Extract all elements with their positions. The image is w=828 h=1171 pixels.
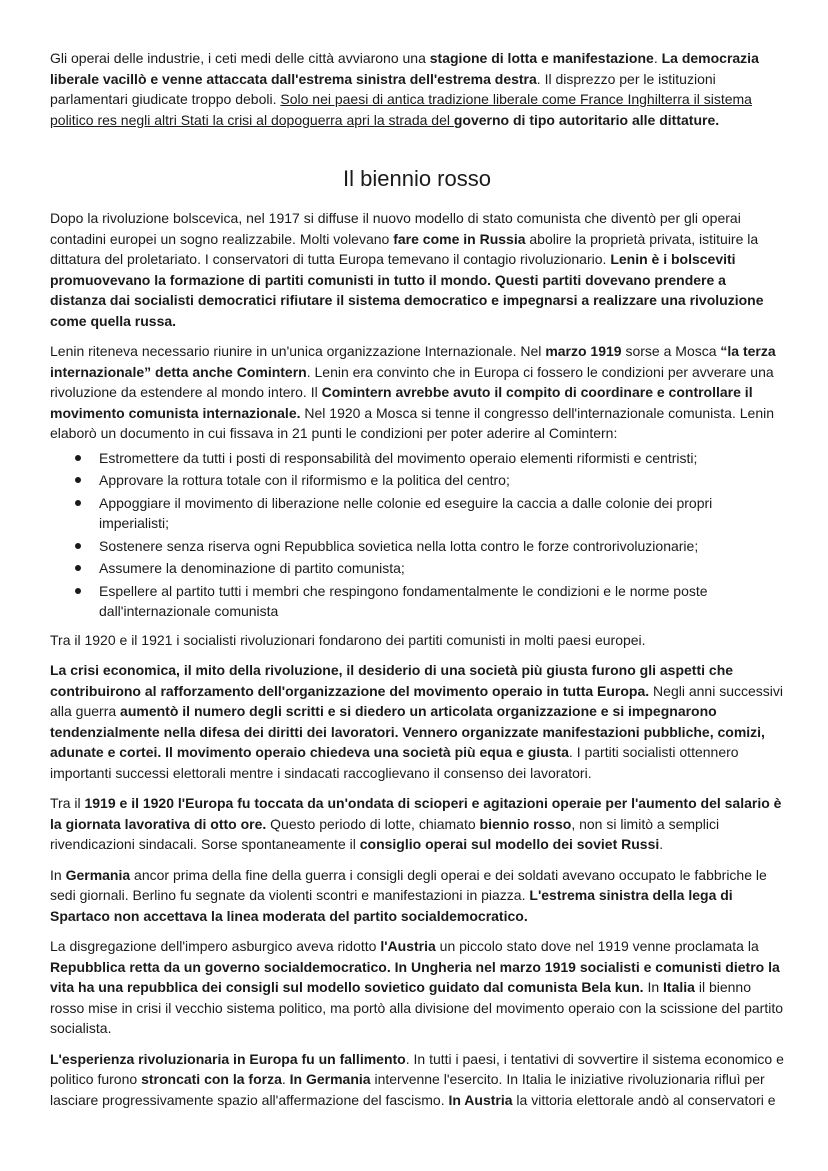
bold-run: In Ungheria nel marzo 1919 socialisti e comunisti dietro la vita ha una repubblica dei consigli sul modello sovietico guidato dal comunista Bela kun. [50, 958, 780, 995]
bold-run: Germania [65, 866, 131, 883]
bold-run: consiglio operai sul modello dei soviet Russi [359, 836, 660, 852]
text-run: La disgregazione dell'impero asburgico aveva ridotto [50, 938, 381, 954]
bold-run: Repubblica retta da un governo socialdemocratico. [50, 958, 391, 975]
bold-run: fare come in Russia [393, 230, 526, 247]
bold-run: La crisi economica, il mito della rivoluzione, il desiderio di una società più giusta furono gli aspetti che contribuirono al rafforzamento dell'organizzazione del movimento operaio in tutta Europa. [50, 662, 734, 699]
bullet-icon [75, 477, 81, 483]
paragraph-1 [50, 208, 784, 331]
text-run: Dopo la rivoluzione bolscevica, nel 1917 si diffuse il nuovo modello di stato comunista che diventò per gli operai contadini europei un sogno realizzabile. Molti volevano [50, 210, 741, 247]
bold-run: aumentò il numero degli scritti e si diedero un articolata organizzazione e si impegnarono tendenzialmente nella difesa dei diritti dei lavoratori. Vennero organizzate manifestazioni pubbliche, comizi, adunate e cortei. Il movimento operaio chiedeva una società più equa e giusta [50, 703, 765, 760]
bold-run: marzo 1919 [545, 343, 622, 359]
comintern-conditions-list [50, 448, 784, 622]
bullet-icon [75, 455, 81, 461]
list-item [50, 448, 784, 469]
paragraph-5 [50, 793, 784, 855]
paragraph-8 [50, 1049, 784, 1111]
bold-run: Lenin è i bolsceviti promuovevano la formazione di partiti comunisti in tutto il mondo. Questi partiti dovevano prendere a distanza dai socialisti democratici rifiutare il sistema democratico e impegnarsi a realizzare una rivoluzione come quella russa. [50, 251, 764, 329]
document-page [50, 48, 784, 1110]
text-run: In [50, 866, 66, 883]
bold-run: “la terza internazionale” detta anche Comintern [50, 343, 776, 380]
text-run: . Il disprezzo per le istituzioni parlamentari giudicate troppo deboli. [50, 70, 716, 107]
bold-run: l'Austria [380, 938, 436, 954]
bold-run: stagione di lotta e manifestazione [429, 50, 654, 66]
bullet-icon [75, 565, 81, 571]
text-run: Questo periodo di lotte, chiamato [266, 815, 480, 832]
bullet-icon [75, 543, 81, 549]
list-item-text: Sostenere senza riserva ogni Repubblica sovietica nella lotta contro le forze controrivoluzionarie; [99, 537, 699, 554]
text-run: intervenne l'esercito. In Italia le iniziative rivoluzionaria rifluì per lasciare progressivamente spazio all'affermazione del fascismo. [50, 1071, 765, 1108]
text-run: Tra il [50, 795, 85, 811]
text-run: . [281, 1071, 290, 1087]
underlined-run: Solo nei paesi di antica tradizione liberale come France Inghilterra il sistema politico res negli altri Stati la crisi al dopoguerra apri la strada del [50, 91, 752, 128]
text-run: . [653, 50, 662, 66]
bold-run: Comintern avrebbe avuto il compito di coordinare e controllare il movimento comunista internazionale. [50, 384, 753, 421]
list-item-text: Estromettere da tutti i posti di responsabilità del movimento operaio elementi riformisti e centristi; [99, 449, 698, 466]
list-item-text: Approvare la rottura totale con il riformismo e la politica del centro; [99, 472, 510, 488]
list-item-text: Espellere al partito tutti i membri che respingono fondamentalmente le condizioni e le norme poste dall'internazionale comunista [99, 582, 708, 619]
list-item [50, 558, 784, 579]
list-item [50, 581, 784, 622]
text-run: la vittoria elettorale andò al conservatori e [512, 1091, 776, 1108]
text-run: abolire la proprietà privata, istituire la dittatura del proletariato. I conservatori di tutta Europa temevano il contagio rivoluzionario. [50, 230, 759, 267]
text-run: Gli operai delle industrie, i ceti medi delle città avviarono una [50, 50, 430, 66]
text-run: , non si limitò a semplici rivendicazioni sindacali. Sorse spontaneamente il [50, 815, 720, 852]
paragraph-4 [50, 660, 784, 783]
bold-run: L'estrema sinistra della lega di Spartaco non accettava la linea moderata del partito socialdemocratico. [50, 887, 733, 924]
paragraph-2 [50, 341, 784, 444]
text-run: Negli anni successivi alla guerra [50, 682, 783, 719]
bold-run: In Germania [289, 1071, 371, 1087]
bold-run: 1919 e il 1920 l'Europa fu toccata da un'ondata di scioperi e agitazioni operaie per l'aumento del salario è la giornata lavorativa di otto ore. [50, 795, 782, 832]
bold-run: La democrazia liberale vacillò e venne attaccata dall'estrema sinistra dell'estrema destra [50, 50, 759, 87]
text-run: . Lenin era convinto che in Europa ci fossero le condizioni per avverare una rivoluzione da estendere al mondo intero. Il [50, 363, 774, 400]
paragraph-7 [50, 936, 784, 1039]
text-run: . In tutti i paesi, i tentativi di sovvertire il sistema economico e politico furono [50, 1050, 784, 1087]
text-run: sorse a Mosca [621, 343, 721, 359]
bullet-icon [75, 588, 81, 594]
list-item [50, 536, 784, 557]
list-item-text: Appoggiare il movimento di liberazione nelle colonie ed eseguire la caccia a dalle colonie dei propri imperialisti; [99, 494, 713, 531]
list-item-text: Assumere la denominazione di partito comunista; [99, 560, 405, 576]
bullet-icon [75, 500, 81, 506]
text-run: Nel 1920 a Mosca si tenne il congresso dell'internazionale comunista. Lenin elaborò un documento in cui fissava in 21 punti le condizioni per poter aderire al Comintern: [50, 404, 775, 441]
text-run: un piccolo stato dove nel 1919 venne proclamata la [435, 938, 759, 954]
bold-run: Italia [663, 979, 695, 995]
bold-run: governo di tipo autoritario alle dittature. [453, 111, 720, 128]
text-run: . I partiti socialisti ottennero importanti successi elettorali mentre i sindacati raccoglievano il consenso dei lavoratori. [50, 744, 739, 781]
intro-paragraph [50, 48, 784, 130]
bold-run: stroncati con la forza [141, 1071, 282, 1087]
paragraph-3: Tra il 1920 e il 1921 i socialisti rivoluzionari fondarono dei partiti comunisti in molti paesi europei. [50, 631, 646, 648]
text-run: il bienno rosso mise in crisi il vecchio sistema politico, ma portò alla divisione del movimento operaio con la scissione del partito socialista. [50, 979, 783, 1036]
bold-run: In Austria [448, 1091, 513, 1108]
text-run: In [643, 979, 664, 995]
paragraph-6 [50, 865, 784, 927]
text-run: ancor prima della fine della guerra i consigli degli operai e dei soldati avevano occupato le fabbriche le sedi giornali. Berlino fu segnate da violenti scontri e manifestazioni in piazza. [50, 866, 767, 903]
section-title: Il biennio rosso [343, 166, 491, 191]
bold-run: biennio rosso [479, 815, 572, 832]
list-item [50, 493, 784, 534]
bold-run: L'esperienza rivoluzionaria in Europa fu un fallimento [50, 1050, 406, 1067]
list-item [50, 470, 784, 491]
text-run: Lenin riteneva necessario riunire in un'unica organizzazione Internazionale. Nel [50, 343, 546, 359]
text-run: . [659, 836, 664, 852]
